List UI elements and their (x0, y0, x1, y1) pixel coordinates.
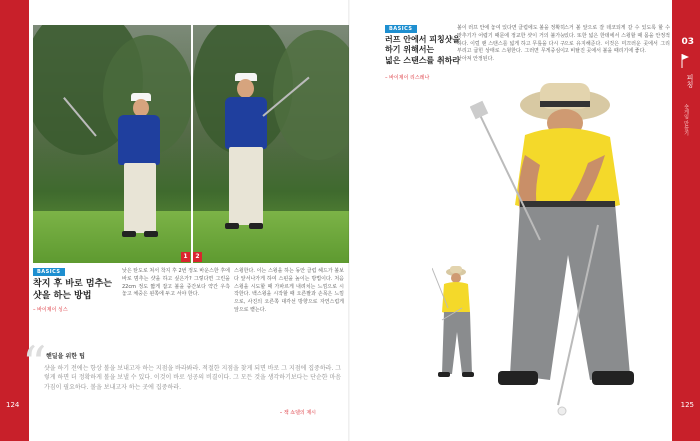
page-number-right: 125 (680, 401, 694, 409)
tip-title: 핸딜을 위한 팁 (46, 353, 85, 360)
body-text-right-col2: 스거 볼 앞으로 잘 데코되게 갈 수 있도록 할 수 있다. 또한 넓은 한데에서 스윙할 때 몸을 안정적으로 유지해준다. 이것은 미끄러운 곳에서 그리고 비탈진 곳에서 볼을 때리기에 좋다. (564, 25, 670, 55)
golfer-frame-1 (88, 85, 158, 245)
chapter-title: 피칭 (686, 74, 694, 88)
section-title-right (385, 35, 460, 66)
chapter-number: 03 (681, 37, 694, 47)
golfer-photo-small (432, 262, 482, 387)
body-text-left-col1: 낮은 탄도로 쳐서 착지 후 2번 정도 바운스한 후에 바로 멈추는 샷을 하고 싶은가? 그렇다면 그린을 22cm 정도 짧게 잡고 볼을 중간보다 약간 우측 놓고 체중은 왼쪽에 두고 서야 한다. (122, 268, 230, 298)
page-number-left: 124 (6, 401, 20, 409)
section-tag-left: BASICS (33, 268, 65, 276)
body-text-right-col1: 볼이 러프 안에 놓여 있다면 클럽에도 볼을 정확히 맞추기가 어렵기 때문에 정교한 샷이 거의 불가능하다. 이럴 땐 스탠스를 넓게 하고 무릎을 다시 구부리고 굽힌 상태로 스윙한다. 그러면 무게중심이 낮아져 안정된다. (457, 25, 565, 62)
tip-text: 샷을 하기 전에는 항상 볼을 보내고자 하는 지점을 바라봐라. 적절한 지점을 찾게 되면 바로 그 지점에 집중하라. 그렇게 하면 더 정확하게 볼을 보낼 수 있다. 이것이 바로 성공의 비결이다. 그 모든 것을 생각하기보다는 단순한 마음가짐이 필요하다. 볼을 보내고자 하는 곳에 집중하라. (44, 365, 342, 391)
photo-badge-2: 2 (193, 252, 202, 262)
swing-sequence-photo (33, 25, 349, 263)
photo-badge-1: 1 (181, 252, 190, 262)
quote-mark-icon: “ (22, 336, 47, 392)
section-title-right-line1: 러프 안에서 피칭샷을 (385, 35, 461, 44)
flag-icon (680, 54, 690, 68)
section-title-right-line2: 하기 위해서는 (385, 45, 435, 55)
section-author-right: – 바이제이 리스레나 (385, 75, 430, 81)
section-title-left-line1: 착지 후 바로 멈추는 (33, 279, 112, 289)
section-tag-right: BASICS (385, 25, 417, 33)
body-text-left-col2: 스윙한다. 이는 스윙을 하는 동안 클럽 헤드가 볼보다 앞서나가게 하여 스핀을 높이는 방법이다. 처음 스윙을 시도할 때 가파르게 내려치는 느낌으로 시작한다. 백스윙을 시작할 때 오른팔과 손목은 느낌으로, 사진의 오른쪽 대각선 방향으로 자연스럽게 앞으로 뻗는다. (234, 268, 344, 313)
section-author-left: – 바이제이 싱스 (33, 307, 68, 313)
section-title-left (33, 279, 112, 302)
section-title-right-line3: 넓은 스탠스를 취하라 (385, 55, 461, 65)
chapter-subtitle: 숏게임 만들기 (683, 104, 689, 136)
photo-divider (191, 25, 193, 263)
section-title-left-line2: 샷을 하는 방법 (33, 290, 92, 301)
right-page-edge-bar (672, 0, 700, 441)
tip-author: – 잭 쇼델의 제시 (279, 410, 316, 416)
golfer-frame-2 (213, 65, 293, 245)
golfer-photo-large (470, 75, 660, 420)
